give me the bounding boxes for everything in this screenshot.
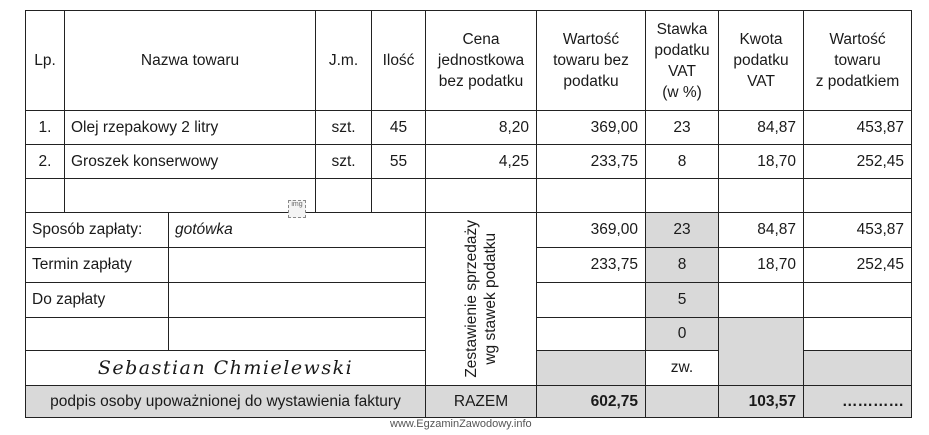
header-lp: Lp. [26, 11, 65, 111]
payment-method-label: Sposób zapłaty: [26, 213, 169, 248]
summary-net: 233,75 [537, 248, 646, 283]
summary-row [26, 213, 912, 248]
signature: Sebastian Chmielewski [26, 351, 426, 386]
item-lp: 2. [26, 145, 65, 179]
summary-vertical-label: Zestawienie sprzedaży wg stawek podatku [463, 220, 499, 378]
total-row [26, 386, 912, 418]
header-gross-value: Wartość towaru z podatkiem [804, 11, 912, 111]
item-gross: 453,87 [804, 111, 912, 145]
summary-net [537, 283, 646, 318]
header-unit-price: Cena jednostkowa bez podatku [426, 11, 537, 111]
summary-gross [804, 318, 912, 351]
empty-cell [26, 179, 65, 213]
total-vat: 103,57 [719, 386, 804, 418]
payment-method-value: gotówka [169, 213, 426, 248]
empty-cell [372, 179, 426, 213]
item-name: Olej rzepakowy 2 litry [65, 111, 316, 145]
item-vat: 84,87 [719, 111, 804, 145]
empty-cell [26, 318, 169, 351]
payment-term-value [169, 248, 426, 283]
empty-cell [169, 318, 426, 351]
amount-due-label: Do zapłaty [26, 283, 169, 318]
header-unit: J.m. [316, 11, 372, 111]
amount-due-value [169, 283, 426, 318]
watermark: www.EgzaminZawodowy.info [390, 418, 532, 430]
item-lp: 1. [26, 111, 65, 145]
empty-item-row [26, 179, 912, 213]
header-name: Nazwa towaru [65, 11, 316, 111]
empty-cell [426, 179, 537, 213]
total-rate-empty [646, 386, 719, 418]
item-unit: szt. [316, 145, 372, 179]
summary-vat: 84,87 [719, 213, 804, 248]
total-gross: ………… [804, 386, 912, 418]
summary-gross-shaded [804, 351, 912, 386]
item-vat: 18,70 [719, 145, 804, 179]
item-name: Groszek konserwowy [65, 145, 316, 179]
item-row [26, 145, 912, 179]
image-placeholder-icon: img [288, 200, 306, 218]
summary-net: 369,00 [537, 213, 646, 248]
empty-cell [804, 179, 912, 213]
empty-cell [316, 179, 372, 213]
item-rate: 8 [646, 145, 719, 179]
item-row [26, 111, 912, 145]
item-unit-price: 4,25 [426, 145, 537, 179]
summary-gross: 252,45 [804, 248, 912, 283]
item-rate: 23 [646, 111, 719, 145]
summary-rate: 23 [646, 213, 719, 248]
total-label: RAZEM [426, 386, 537, 418]
summary-rate: 8 [646, 248, 719, 283]
summary-vat-shaded [719, 318, 804, 386]
item-net: 233,75 [537, 145, 646, 179]
summary-net [537, 318, 646, 351]
empty-cell [65, 179, 316, 213]
header-vat-rate: Stawka podatku VAT (w %) [646, 11, 719, 111]
signature-caption: podpis osoby upoważnionej do wystawienia faktury [26, 386, 426, 418]
summary-vertical-cell [426, 213, 537, 386]
summary-gross: 453,87 [804, 213, 912, 248]
empty-cell [719, 179, 804, 213]
item-unit-price: 8,20 [426, 111, 537, 145]
invoice-table [25, 10, 912, 418]
empty-cell [537, 179, 646, 213]
payment-term-label: Termin zapłaty [26, 248, 169, 283]
summary-rate: 5 [646, 283, 719, 318]
item-qty: 55 [372, 145, 426, 179]
header-net-value: Wartość towaru bez podatku [537, 11, 646, 111]
summary-rate: zw. [646, 351, 719, 386]
summary-rate: 0 [646, 318, 719, 351]
item-unit: szt. [316, 111, 372, 145]
summary-vat: 18,70 [719, 248, 804, 283]
header-row [26, 11, 912, 111]
total-net: 602,75 [537, 386, 646, 418]
item-gross: 252,45 [804, 145, 912, 179]
summary-gross [804, 283, 912, 318]
item-net: 369,00 [537, 111, 646, 145]
header-vat-amount: Kwota podatku VAT [719, 11, 804, 111]
empty-cell [646, 179, 719, 213]
summary-vat [719, 283, 804, 318]
item-qty: 45 [372, 111, 426, 145]
header-qty: Ilość [372, 11, 426, 111]
summary-net-shaded [537, 351, 646, 386]
